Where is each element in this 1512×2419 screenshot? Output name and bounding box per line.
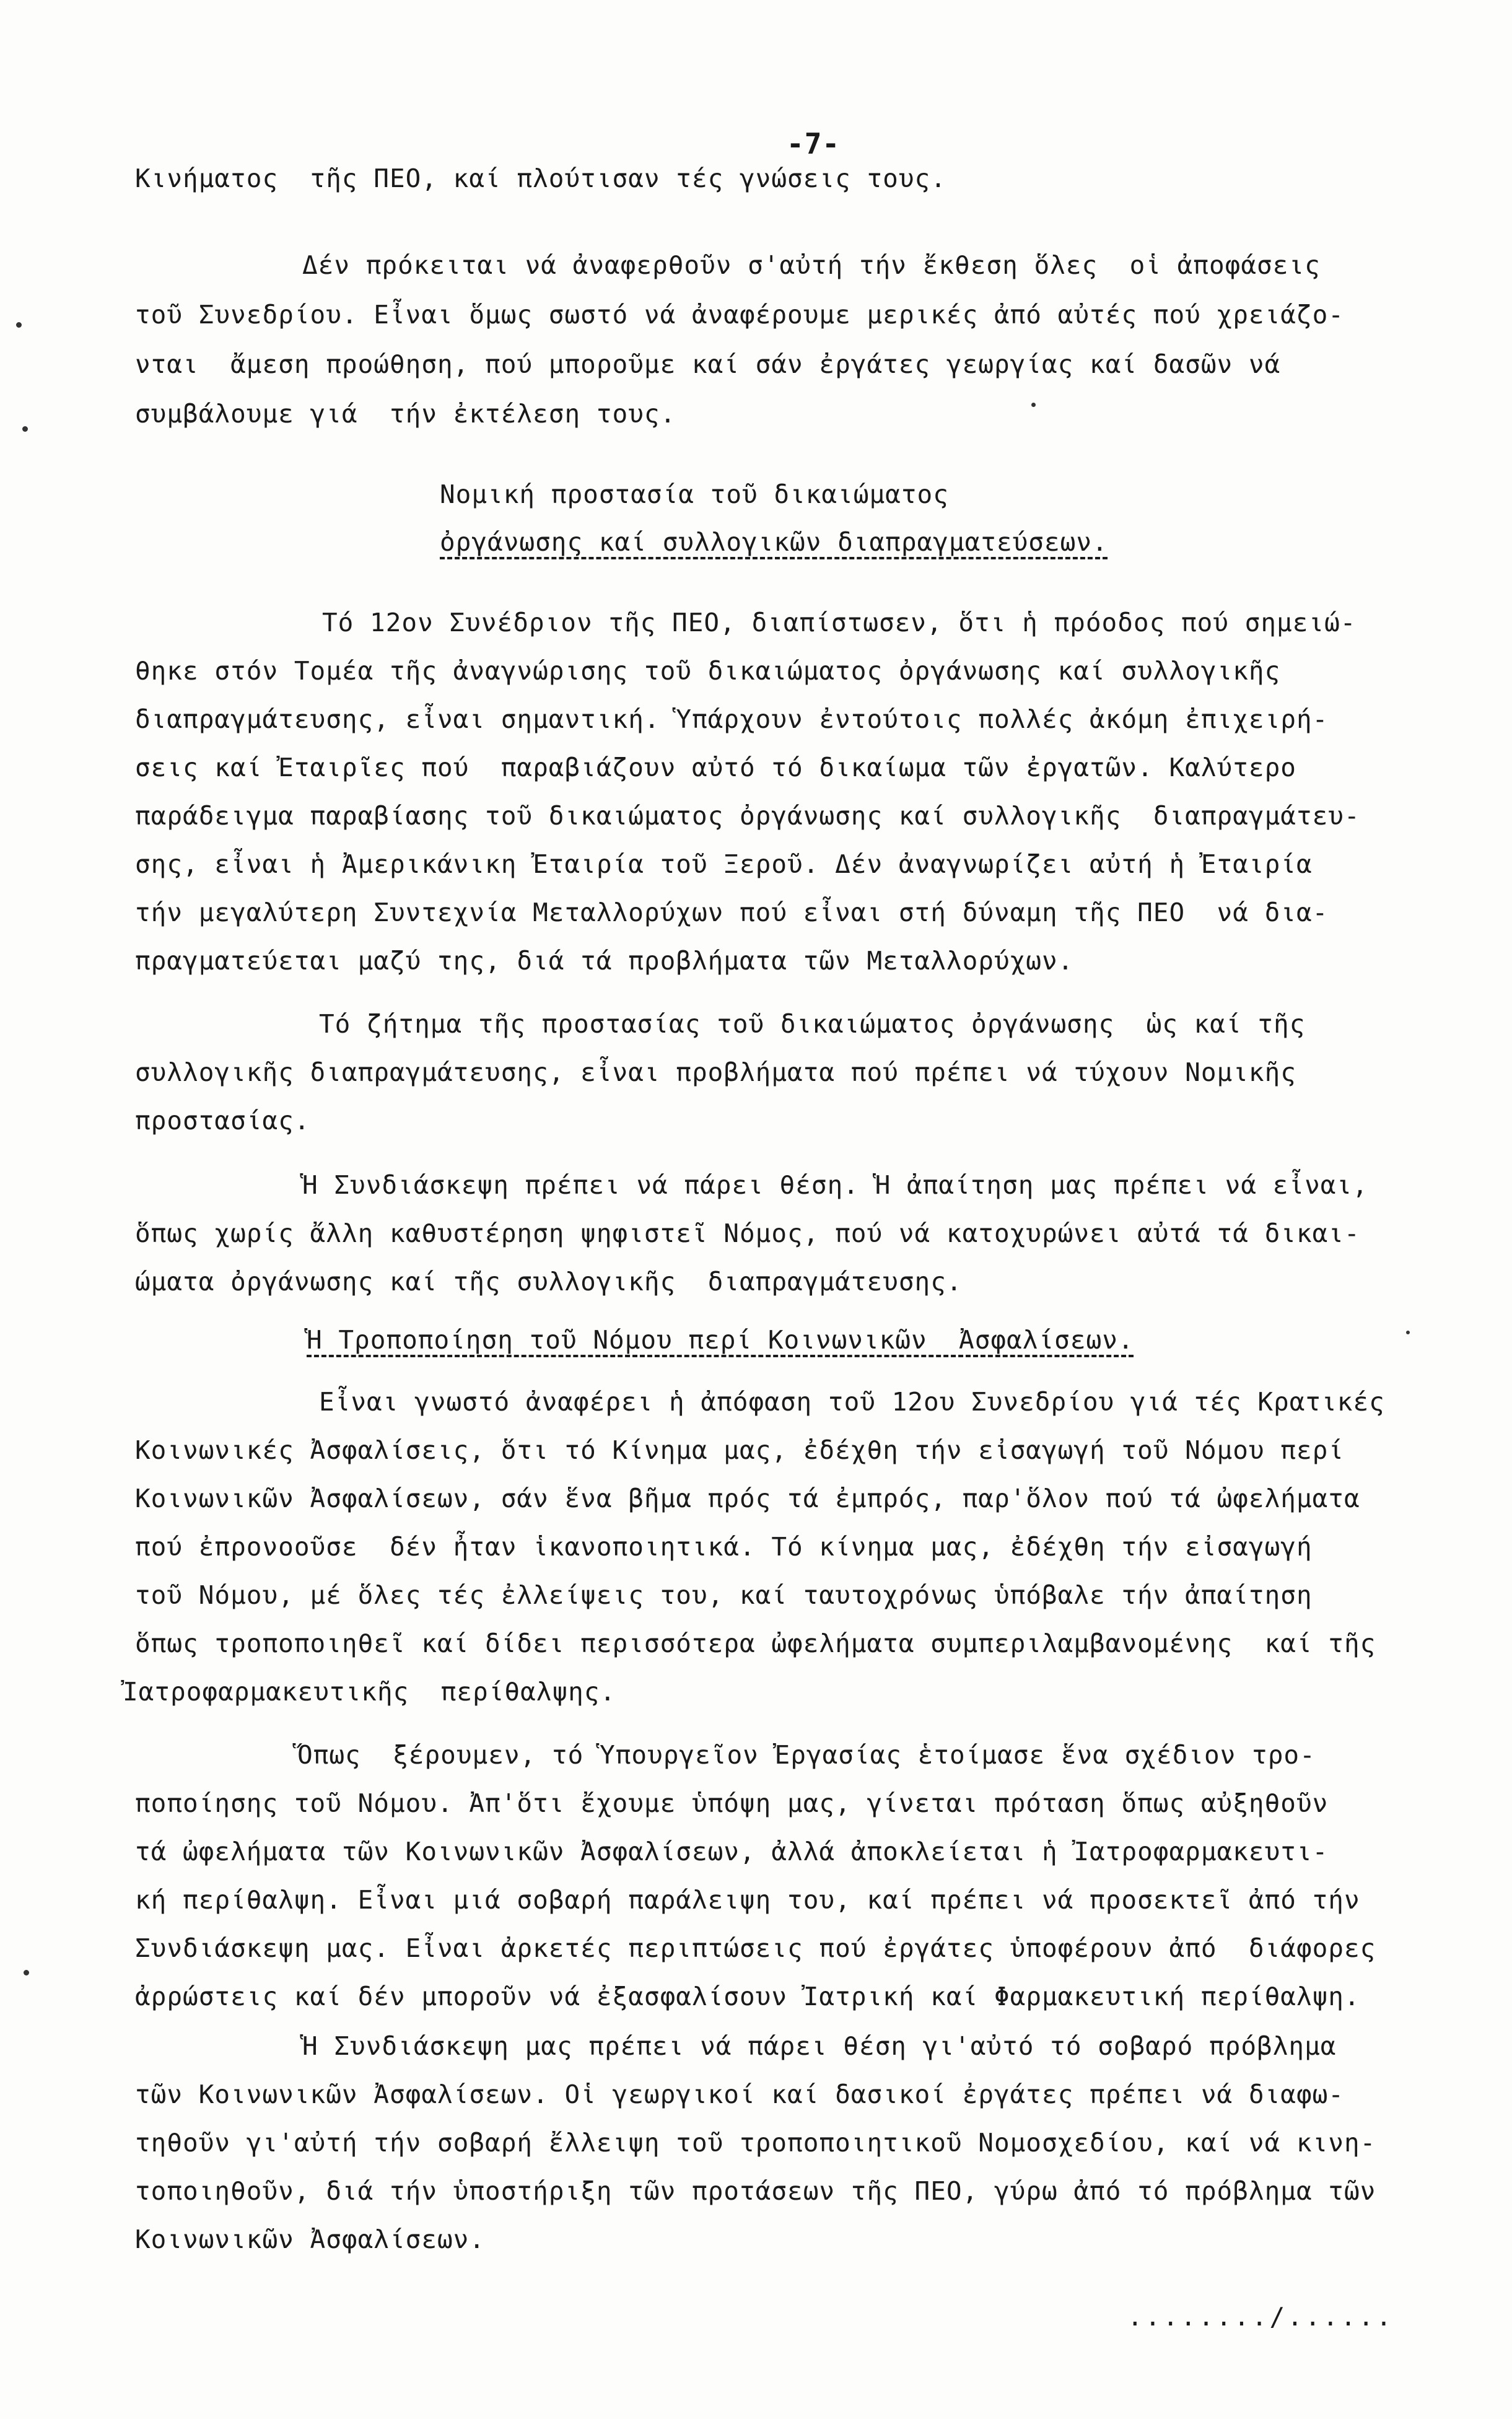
text-line: Συνδιάσκεψη μας. Εἶναι ἀρκετές περιπτώσεις πού ἐργάτες ὑποφέρουν ἀπό διάφορες	[135, 1933, 1376, 1963]
scan-speck	[16, 322, 22, 328]
text-line: προστασίας.	[135, 1106, 310, 1135]
text-line: Κινήματος τῆς ΠΕΟ, καί πλούτισαν τές γνώσεις τους.	[135, 164, 946, 193]
text-line: Δέν πρόκειται νά ἀναφερθοῦν σ'αὐτή τήν ἔκθεση ὅλες οἱ ἀποφάσεις	[302, 250, 1321, 280]
text-line: κή περίθαλψη. Εἶναι μιά σοβαρή παράλειψη του, καί πρέπει νά προσεκτεῖ ἀπό τήν	[135, 1885, 1360, 1915]
text-line: Ἡ Συνδιάσκεψη πρέπει νά πάρει θέση. Ἡ ἀπαίτηση μας πρέπει νά εἶναι,	[302, 1170, 1368, 1200]
section-heading: Ἡ Τροποποίηση τοῦ Νόμου περί Κοινωνικῶν Ἀσφαλίσεων.	[307, 1325, 1134, 1355]
text-line: ὅπως τροποποιηθεῖ καί δίδει περισσότερα ὠφελήματα συμπεριλαμβανομένης καί τῆς	[135, 1629, 1376, 1658]
text-line: Κοινωνικῶν Ἀσφαλίσεων, σάν ἕνα βῆμα πρός τά ἐμπρός, παρ'ὅλον πού τά ὠφελήματα	[135, 1484, 1360, 1513]
text-line: Τό ζήτημα τῆς προστασίας τοῦ δικαιώματος ὀργάνωσης ὡς καί τῆς	[319, 1009, 1306, 1039]
text-line: Κοινωνικῶν Ἀσφαλίσεων.	[135, 2224, 486, 2254]
text-line: τῶν Κοινωνικῶν Ἀσφαλίσεων. Οἱ γεωργικοί καί δασικοί ἐργάτες πρέπει νά διαφω-	[135, 2080, 1344, 2109]
text-line: νται ἄμεση προώθηση, πού μποροῦμε καί σάν ἐργάτες γεωργίας καί δασῶν νά	[135, 349, 1281, 379]
text-line: παράδειγμα παραβίασης τοῦ δικαιώματος ὀργάνωσης καί συλλογικῆς διαπραγμάτευ-	[135, 801, 1360, 831]
text-line: τοποιηθοῦν, διά τήν ὑποστήριξη τῶν προτάσεων τῆς ΠΕΟ, γύρω ἀπό τό πρόβλημα τῶν	[135, 2176, 1376, 2206]
text-line: διαπραγμάτευσης, εἶναι σημαντική. Ὑπάρχουν ἐντούτοις πολλές ἀκόμη ἐπιχειρή-	[135, 704, 1329, 734]
text-line: σης, εἶναι ἡ Ἀμερικάνικη Ἐταιρία τοῦ Ξεροῦ. Δέν ἀναγνωρίζει αὐτή ἡ Ἐταιρία	[135, 849, 1313, 879]
text-line: ὅπως χωρίς ἄλλη καθυστέρηση ψηφιστεῖ Νόμος, πού νά κατοχυρώνει αὐτά τά δικαι-	[135, 1218, 1360, 1248]
text-line: ποποίησης τοῦ Νόμου. Ἀπ'ὅτι ἔχουμε ὑπόψη μας, γίνεται πρόταση ὅπως αὐξηθοῦν	[135, 1788, 1329, 1818]
text-line: Ἡ Συνδιάσκεψη μας πρέπει νά πάρει θέση γι'αὐτό τό σοβαρό πρόβλημα	[302, 2031, 1337, 2061]
text-line: τήν μεγαλύτερη Συντεχνία Μεταλλορύχων πού εἶναι στή δύναμη τῆς ΠΕΟ νά δια-	[135, 898, 1329, 927]
text-line: Ὅπως ξέρουμεν, τό Ὑπουργεῖον Ἐργασίας ἑτοίμασε ἕνα σχέδιον τρο-	[297, 1740, 1316, 1770]
text-line: ώματα ὀργάνωσης καί τῆς συλλογικῆς διαπραγμάτευσης.	[135, 1267, 963, 1297]
text-line: Ἰατροφαρμακευτικῆς περίθαλψης.	[123, 1677, 616, 1707]
text-line: Κοινωνικές Ἀσφαλίσεις, ὅτι τό Κίνημα μας, ἐδέχθη τήν εἰσαγωγή τοῦ Νόμου περί	[135, 1435, 1344, 1465]
text-line: πραγματεύεται μαζύ της, διά τά προβλήματα τῶν Μεταλλορύχων.	[135, 946, 1074, 976]
scan-speck	[22, 426, 28, 432]
text-line: ἀρρώστεις καί δέν μποροῦν νά ἐξασφαλίσουν Ἰατρική καί Φαρμακευτική περίθαλψη.	[135, 1982, 1360, 2011]
text-line: πού ἐπρονοοῦσε δέν ἦταν ἱκανοποιητικά. Τό κίνημα μας, ἐδέχθη τήν εἰσαγωγή	[135, 1532, 1313, 1562]
section-heading: ὀργάνωσης καί συλλογικῶν διαπραγματεύσεων.	[440, 527, 1108, 557]
scan-speck	[1031, 403, 1036, 407]
text-line: Τό 12ον Συνέδριον τῆς ΠΕΟ, διαπίστωσεν, ὅτι ἡ πρόοδος πού σημειώ-	[322, 608, 1357, 637]
continuation-mark: ......../......	[1127, 2302, 1394, 2332]
text-line: σεις καί Ἐταιρῖες πού παραβιάζουν αὐτό τό δικαίωμα τῶν ἐργατῶν. Καλύτερο	[135, 753, 1296, 782]
scan-speck	[1406, 1331, 1410, 1334]
text-line: τοῦ Νόμου, μέ ὅλες τές ἐλλείψεις του, καί ταυτοχρόνως ὑπόβαλε τήν ἀπαίτηση	[135, 1580, 1313, 1610]
page-number: -7-	[787, 127, 841, 160]
text-line: θηκε στόν Τομέα τῆς ἀναγνώρισης τοῦ δικαιώματος ὀργάνωσης καί συλλογικῆς	[135, 656, 1281, 686]
text-line: τηθοῦν γι'αὐτή τήν σοβαρή ἔλλειψη τοῦ τροποποιητικοῦ Νομοσχεδίου, καί νά κινη-	[135, 2128, 1376, 2158]
scan-speck	[24, 1970, 29, 1975]
text-line: συμβάλουμε γιά τήν ἐκτέλεση τους.	[135, 399, 676, 429]
text-line: τοῦ Συνεδρίου. Εἶναι ὅμως σωστό νά ἀναφέρουμε μερικές ἀπό αὐτές πού χρειάζο-	[135, 300, 1344, 330]
text-line: συλλογικῆς διαπραγμάτευσης, εἶναι προβλήματα πού πρέπει νά τύχουν Νομικῆς	[135, 1057, 1296, 1087]
section-heading: Νομική προστασία τοῦ δικαιώματος	[440, 479, 949, 509]
text-line: Εἶναι γνωστό ἀναφέρει ἡ ἀπόφαση τοῦ 12ου Συνεδρίου γιά τές Κρατικές	[319, 1387, 1385, 1417]
text-line: τά ὠφελήματα τῶν Κοινωνικῶν Ἀσφαλίσεων, ἀλλά ἀποκλείεται ἡ Ἰατροφαρμακευτι-	[135, 1837, 1329, 1866]
